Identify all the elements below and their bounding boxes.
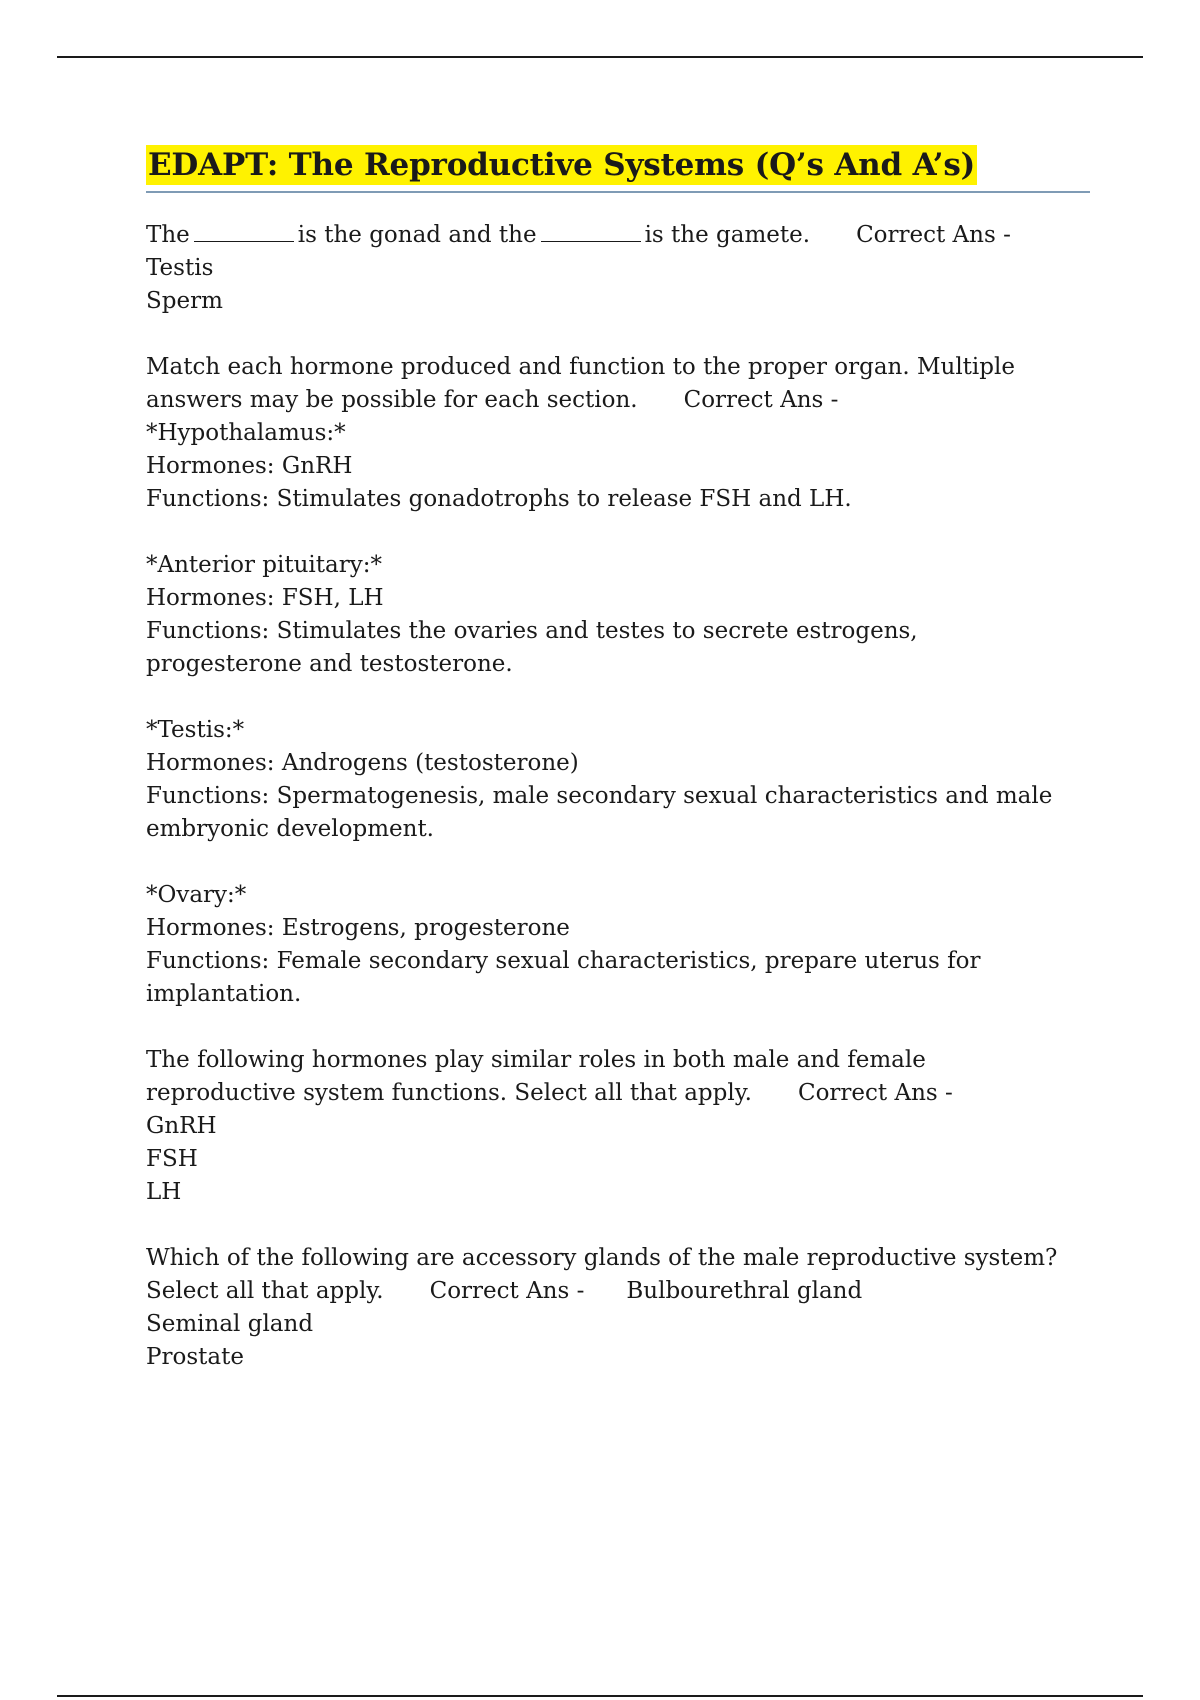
answer-line: FSH (146, 1146, 198, 1172)
question-text: answers may be possible for each section. (146, 387, 638, 413)
header-rule (57, 56, 1143, 58)
answer-line: GnRH (146, 1113, 217, 1139)
section-heading: *Hypothalamus:* (146, 420, 346, 446)
answer-line: progesterone and testosterone. (146, 651, 513, 677)
qa-item-4 (146, 1242, 1090, 1374)
question-text: is the gamete. (644, 222, 811, 248)
answer-line: embryonic development. (146, 816, 434, 842)
correct-answer-label: Correct Ans - (429, 1278, 585, 1304)
document-body (146, 145, 1090, 1407)
question-line: Which of the following are accessory glands of the male reproductive system? (146, 1245, 1058, 1271)
question-line (146, 1077, 1090, 1110)
correct-answer-label: Correct Ans - (683, 387, 839, 413)
question-text: is the gonad and the (297, 222, 537, 248)
question-line: The following hormones play similar roles in both male and female (146, 1047, 926, 1073)
answer-line: Sperm (146, 288, 223, 314)
answer-section-anterior-pituitary (146, 549, 1090, 681)
answer-line: Hormones: Androgens (testosterone) (146, 750, 579, 776)
answer-text: Bulbourethral gland (626, 1278, 863, 1304)
question-line (146, 1275, 1090, 1308)
answer-line: Seminal gland (146, 1311, 314, 1337)
answer-line: LH (146, 1179, 182, 1205)
answer-line: Hormones: Estrogens, progesterone (146, 915, 570, 941)
question-line (146, 384, 1090, 417)
section-heading: *Anterior pituitary:* (146, 552, 382, 578)
qa-item-2 (146, 351, 1090, 1011)
answer-section-ovary (146, 879, 1090, 1011)
section-heading: *Ovary:* (146, 882, 247, 908)
question-text: The (146, 222, 190, 248)
footer-rule (57, 1695, 1143, 1697)
answer-line: Testis (146, 255, 214, 281)
answer-line: Functions: Female secondary sexual characteristics, prepare uterus for (146, 948, 981, 974)
answer-line: Hormones: FSH, LH (146, 585, 384, 611)
answer-line: implantation. (146, 981, 302, 1007)
title-block (146, 145, 1090, 193)
question-line: Match each hormone produced and function to the proper organ. Multiple (146, 354, 1015, 380)
question-text: Select all that apply. (146, 1278, 384, 1304)
question-text: reproductive system functions. Select all that apply. (146, 1080, 752, 1106)
document-title: EDAPT: The Reproductive Systems (Q’s And A’s) (148, 147, 976, 183)
answer-line: Functions: Stimulates the ovaries and testes to secrete estrogens, (146, 618, 918, 644)
answer-blank (541, 221, 641, 242)
answer-section-hypothalamus (146, 417, 1090, 516)
qa-item-1 (146, 219, 1090, 318)
correct-answer-label: Correct Ans - (797, 1080, 953, 1106)
answer-line: Functions: Spermatogenesis, male secondary sexual characteristics and male (146, 783, 1053, 809)
answer-blank (194, 221, 294, 242)
answer-line: Functions: Stimulates gonadotrophs to release FSH and LH. (146, 486, 852, 512)
answer-section-testis (146, 714, 1090, 846)
answer-line: Hormones: GnRH (146, 453, 353, 479)
answer-line: Prostate (146, 1344, 244, 1370)
section-heading: *Testis:* (146, 717, 245, 743)
correct-answer-label: Correct Ans - (856, 222, 1011, 248)
qa-item-3 (146, 1044, 1090, 1209)
question-line (146, 219, 1090, 252)
